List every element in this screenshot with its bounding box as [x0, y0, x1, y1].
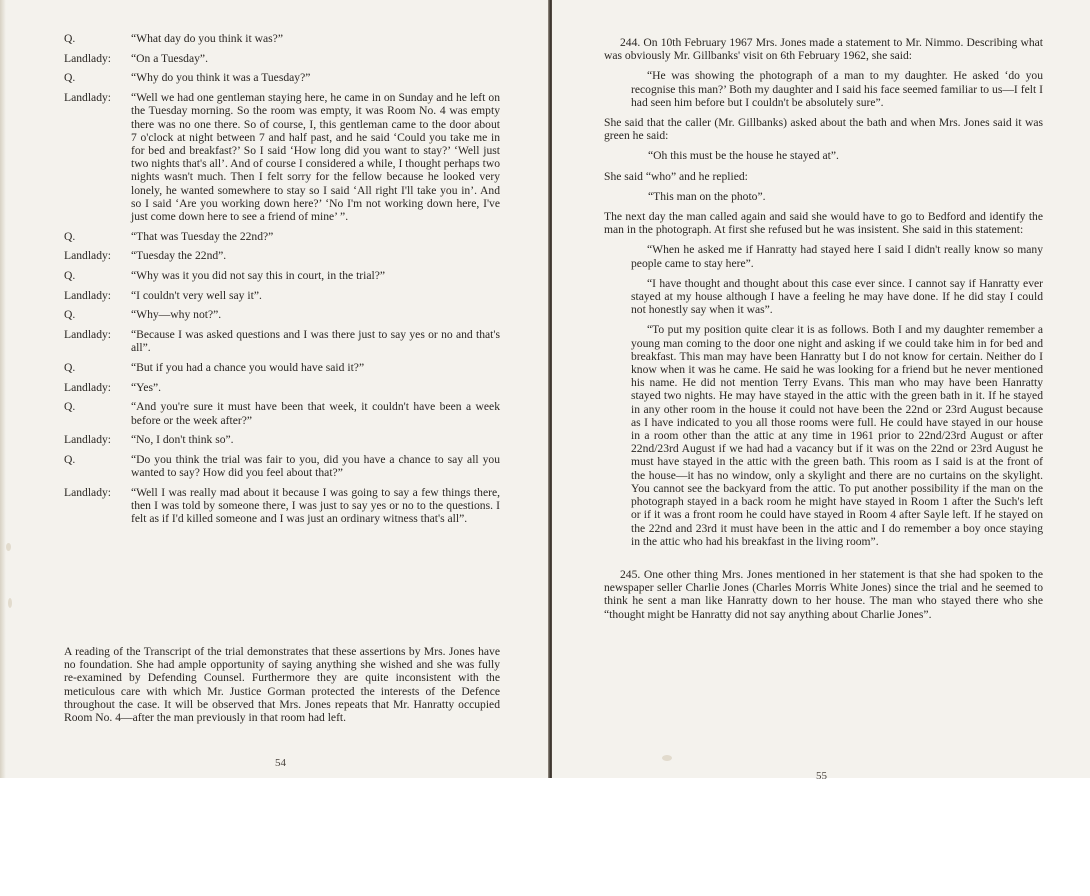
transcript-row [64, 32, 500, 45]
speech-text: “Because I was asked questions and I was there just to say yes or no and that's all”. [131, 328, 500, 355]
speech-text: “Well I was really mad about it because I was going to say a few things there, then I was told by someone there, I was just to say yes or no to the questions. I felt as if I'd killed someone and I was just an ordinary witness that's all”. [131, 485, 500, 526]
speech-text: “Well we had one gentleman staying here, he came in on Sunday and he left on the Tuesday morning. So the room was empty, it was Room No. 4 was empty there was no one there. So of course, I, this gentleman came to the door about 7 o'clock at night between 7 and half past, and he said ‘Could you take me in for bed and breakfast?’ So I said ‘How long did you want to stay?’ ‘Well just two nights that's all’. And of course I considered a while, I thought perhaps two nights wasn't much. Then I felt sorry for the fellow because he looked very lonely, he wanted somewhere to stay so I said ‘All right I'll take you in’. And so I said ‘Are you working down here?’ ‘No I'm not working down here, I've just come down here to see a friend of mine’ ”. [131, 91, 500, 223]
transcript-row [64, 433, 500, 446]
transcript-row [64, 453, 500, 479]
paragraph-who-replied: She said “who” and he replied: [604, 169, 748, 183]
transcript-row [64, 289, 500, 302]
paper-stain [662, 755, 672, 761]
speaker-label: Q. [64, 453, 76, 467]
speech-text: “Do you think the trial was fair to you, did you have a chance to say all you wanted to say? How did you feel about that?” [131, 453, 500, 480]
paragraph-next-day: The next day the man called again and said she would have to go to Bedford and identify the man in the photograph. At first she refused but he was insistent. She said in this statement: [604, 210, 1043, 237]
speaker-label: Q. [64, 269, 76, 283]
quote-did-not-know: “When he asked me if Hanratty had stayed here I said I didn't really know so many people came to stay here”. [631, 243, 1043, 270]
interview-transcript [64, 32, 500, 532]
page-edge-shadow [0, 0, 6, 778]
transcript-row [64, 230, 500, 243]
transcript-row [64, 486, 500, 526]
speaker-label: Q. [64, 400, 76, 414]
speaker-label: Landlady: [64, 433, 112, 447]
speaker-label: Q. [64, 71, 76, 85]
quote-photograph: “He was showing the photograph of a man to my daughter. He asked ‘do you recognise this man?’ Both my daughter and I said his face seemed familiar to us—I felt I had seen him before but I couldn't be absolutely sure”. [631, 69, 1043, 109]
transcript-row [64, 249, 500, 262]
speaker-label: Landlady: [64, 91, 112, 105]
right-page-content [604, 36, 1043, 628]
left-page [0, 0, 550, 778]
transcript-row [64, 400, 500, 426]
transcript-row [64, 328, 500, 354]
closing-paragraph: A reading of the Transcript of the trial demonstrates that these assertions by Mrs. Jones have no foundation. She had ample opportunity of saying anything she wished and she was fully re-examined by Defending Counsel. Furthermore they are quite inconsistent with the meticulous care with which Mr. Justice Gorman protected the interests of the Defence throughout the case. It will be observed that Mrs. Jones repeats that Mr. Hanratty occupied Room No. 4—after the man previously in that room had left. [64, 645, 500, 725]
quote-man-on-photo: “This man on the photo”. [648, 189, 766, 203]
speaker-label: Q. [64, 361, 76, 375]
speech-text: “Tuesday the 22nd”. [131, 249, 227, 263]
speaker-label: Landlady: [64, 328, 112, 342]
quote-position-statement: “To put my position quite clear it is as follows. Both I and my daughter remember a young man coming to the door one night and asking if we could take him in for bed and breakfast. This man may have been Hanratty but I do not know for certain. Neither do I know when it was he came. He said he was looking for a friend but he never mentioned his name. He did not mention Terry Evans. This man who may have been Hanratty stayed two nights. He may have stayed in the attic with the green bath in it. If he stayed in any other room in the house it could not have been the 22nd or 23rd August because as I have indicated to you all those rooms were full. He could have stayed in our house in a room other than the attic at any time in 1961 prior to 22nd/23rd August or after 22nd/23rd August if we had had a vacancy but if it was on the 22nd or 23rd August he must have stayed in the attic with the green bath. This room as I said is at the front of the house—it has no window, only a skylight and there are no curtains on the skylight. You cannot see the backyard from the attic. To put another possibility if the man on the photograph stayed in a back room he might have stayed in Room 1 after the Such's left or if it was a front room he could have stayed in Room 4 after Sayle left. If he stayed on the 22nd and 23rd it must have been in the attic and I do remember a boy once staying in the attic who had his breakfast in the living room”. [631, 323, 1043, 548]
speech-text: “On a Tuesday”. [131, 51, 208, 65]
transcript-row [64, 381, 500, 394]
speech-text: “Yes”. [131, 380, 162, 394]
speech-text: “Why—why not?”. [131, 308, 222, 322]
speaker-label: Landlady: [64, 249, 112, 263]
speech-text: “Why was it you did not say this in court, in the trial?” [131, 269, 386, 283]
speech-text: “And you're sure it must have been that week, it couldn't have been a week before or the week after?” [131, 400, 500, 427]
transcript-row [64, 308, 500, 321]
quote-house-stayed: “Oh this must be the house he stayed at”. [648, 149, 839, 163]
speaker-label: Landlady: [64, 288, 112, 302]
speaker-label: Landlady: [64, 380, 112, 394]
speech-text: “I couldn't very well say it”. [131, 288, 262, 302]
paragraph-245: 245. One other thing Mrs. Jones mentioned in her statement is that she had spoken to the newspaper seller Charlie Jones (Charles Morris White Jones) since the trial and he seemed to think he sent a man like Hanratty down to her house. The man who stayed there who she “thought might be Hanratty did not say anything about Charlie Jones”. [604, 567, 1043, 621]
quote-thought-about-case: “I have thought and thought about this case ever since. I cannot say if Hanratty ever stayed at my house although I have a feeling he may have done. If he did stay I could not honestly say when it was”. [631, 276, 1043, 317]
speech-text: “Why do you think it was a Tuesday?” [131, 71, 311, 85]
transcript-row [64, 91, 500, 223]
paper-stain [8, 598, 12, 608]
transcript-row [64, 361, 500, 374]
paragraph-green-bath: She said that the caller (Mr. Gillbanks) asked about the bath and when Mrs. Jones said it was green he said: [604, 116, 1043, 143]
speaker-label: Q. [64, 308, 76, 322]
speech-text: “That was Tuesday the 22nd?” [131, 229, 274, 243]
speaker-label: Landlady: [64, 485, 112, 499]
page-number-left: 54 [275, 757, 286, 769]
speech-text: “But if you had a chance you would have said it?” [131, 361, 365, 375]
paragraph-244-intro: 244. On 10th February 1967 Mrs. Jones made a statement to Mr. Nimmo. Describing what was obviously Mr. Gillbanks' visit on 6th February 1962, she said: [604, 36, 1043, 63]
speech-text: “No, I don't think so”. [131, 433, 234, 447]
speech-text: “What day do you think it was?” [131, 32, 283, 45]
transcript-row [64, 269, 500, 282]
speaker-label: Landlady: [64, 51, 112, 65]
speaker-label: Q. [64, 32, 76, 45]
transcript-row [64, 52, 500, 65]
page-number-right: 55 [816, 770, 827, 782]
speaker-label: Q. [64, 229, 76, 243]
paper-stain [6, 543, 11, 551]
transcript-row [64, 71, 500, 84]
